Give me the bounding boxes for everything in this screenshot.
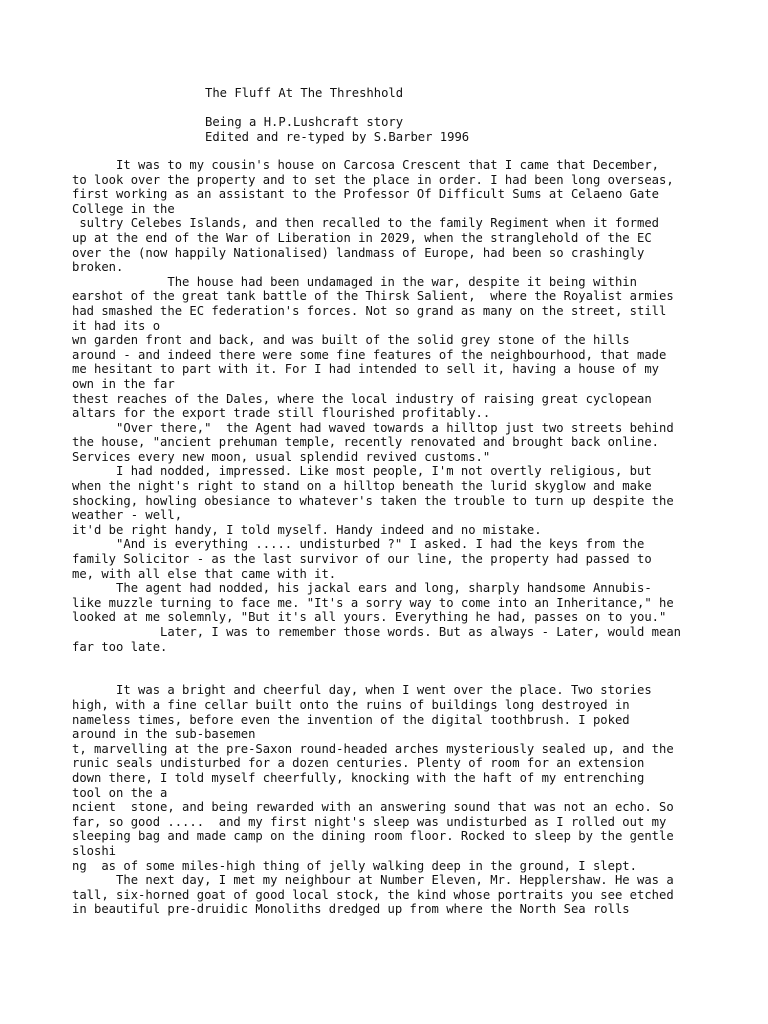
body-line: up at the end of the War of Liberation in 2029, when the stranglehold of the EC <box>72 230 652 245</box>
body-line: me, with all else that came with it. <box>72 566 337 581</box>
body-line: it had its o <box>72 318 161 333</box>
body-line: Services every new moon, usual splendid revived customs." <box>72 449 491 464</box>
body-line: t, marvelling at the pre-Saxon round-headed arches mysteriously sealed up, and the <box>72 741 674 756</box>
body-line: ng as of some miles-high thing of jelly walking deep in the ground, I slept. <box>72 858 637 873</box>
body-line: far, so good ..... and my first night's sleep was undisturbed as I rolled out my <box>72 814 667 829</box>
body-line: The agent had nodded, his jackal ears and long, sharply handsome Annubis- <box>72 581 652 596</box>
body-line: family Solicitor - as the last survivor of our line, the property had passed to <box>72 552 652 567</box>
body-line: ncient stone, and being rewarded with an answering sound that was not an echo. So <box>72 800 674 815</box>
body-line: me hesitant to part with it. For I had intended to sell it, having a house of my <box>72 362 659 377</box>
body-line: like muzzle turning to face me. "It's a sorry way to come into an Inheritance," he <box>72 595 674 610</box>
body-line: the house, "ancient prehuman temple, recently renovated and brought back online. <box>72 435 659 450</box>
body-line: to look over the property and to set the place in order. I had been long overseas, <box>72 172 674 187</box>
document-body <box>72 158 762 917</box>
body-line: The next day, I met my neighbour at Number Eleven, Mr. Hepplershaw. He was a <box>72 873 674 888</box>
body-line: around in the sub-basemen <box>72 727 256 742</box>
body-line: far too late. <box>72 639 168 654</box>
body-line: The house had been undamaged in the war, despite it being within <box>72 274 637 289</box>
body-line: It was to my cousin's house on Carcosa Crescent that I came that December, <box>72 158 659 172</box>
body-line: high, with a fine cellar built onto the ruins of buildings long destroyed in <box>72 697 630 712</box>
body-line: "And is everything ..... undisturbed ?" I asked. I had the keys from the <box>72 537 645 552</box>
body-line: it'd be right handy, I told myself. Handy indeed and no mistake. <box>72 522 542 537</box>
body-line: over the (now happily Nationalised) landmass of Europe, had been so crashingly <box>72 245 645 260</box>
body-line <box>72 669 762 684</box>
body-line: sultry Celebes Islands, and then recalled to the family Regiment when it formed <box>72 216 659 231</box>
body-line: thest reaches of the Dales, where the local industry of raising great cyclopean <box>72 391 652 406</box>
body-line: looked at me solemnly, "But it's all yours. Everything he had, passes on to you." <box>72 610 667 625</box>
body-line: own in the far <box>72 376 175 391</box>
body-line: tall, six-horned goat of good local stock, the kind whose portraits you see etched <box>72 887 674 902</box>
body-line: tool on the a <box>72 785 168 800</box>
body-line: I had nodded, impressed. Like most people, I'm not overtly religious, but <box>72 464 652 479</box>
body-line: broken. <box>72 260 124 275</box>
body-line: had smashed the EC federation's forces. Not so grand as many on the street, still <box>72 303 667 318</box>
document-title: The Fluff At The Threshhold <box>205 86 404 100</box>
body-line: Later, I was to remember those words. But as always - Later, would mean <box>72 625 682 639</box>
body-line: when the night's right to stand on a hilltop beneath the lurid skyglow and make <box>72 479 652 494</box>
body-line: first working as an assistant to the Professor Of Difficult Sums at Celaeno Gate <box>72 187 659 202</box>
document-subtitle-line-2: Edited and re-typed by S.Barber 1996 <box>205 129 470 144</box>
body-line: It was a bright and cheerful day, when I went over the place. Two stories <box>72 683 652 698</box>
body-line: around - and indeed there were some fine features of the neighbourhood, that made <box>72 347 667 362</box>
body-line: altars for the export trade still flourished profitably.. <box>72 406 491 421</box>
body-line: runic seals undisturbed for a dozen centuries. Plenty of room for an extension <box>72 756 645 771</box>
body-line: sloshi <box>72 843 117 858</box>
body-line: wn garden front and back, and was built of the solid grey stone of the hills <box>72 333 630 348</box>
document-subtitle-line-1: Being a H.P.Lushcraft story <box>205 115 404 129</box>
body-line: College in the <box>72 201 175 216</box>
body-line: down there, I told myself cheerfully, knocking with the haft of my entrenching <box>72 770 645 785</box>
body-line: earshot of the great tank battle of the Thirsk Salient, where the Royalist armies <box>72 289 674 304</box>
body-line: nameless times, before even the invention of the digital toothbrush. I poked <box>72 712 630 727</box>
body-line: weather - well, <box>72 508 183 523</box>
body-line: "Over there," the Agent had waved towards a hilltop just two streets behind <box>72 420 674 435</box>
body-line: in beautiful pre-druidic Monoliths dredged up from where the North Sea rolls <box>72 902 630 917</box>
body-line: sleeping bag and made camp on the dining room floor. Rocked to sleep by the gentle <box>72 829 674 844</box>
body-line <box>72 654 762 669</box>
body-line: shocking, howling obesiance to whatever's taken the trouble to turn up despite the <box>72 493 674 508</box>
